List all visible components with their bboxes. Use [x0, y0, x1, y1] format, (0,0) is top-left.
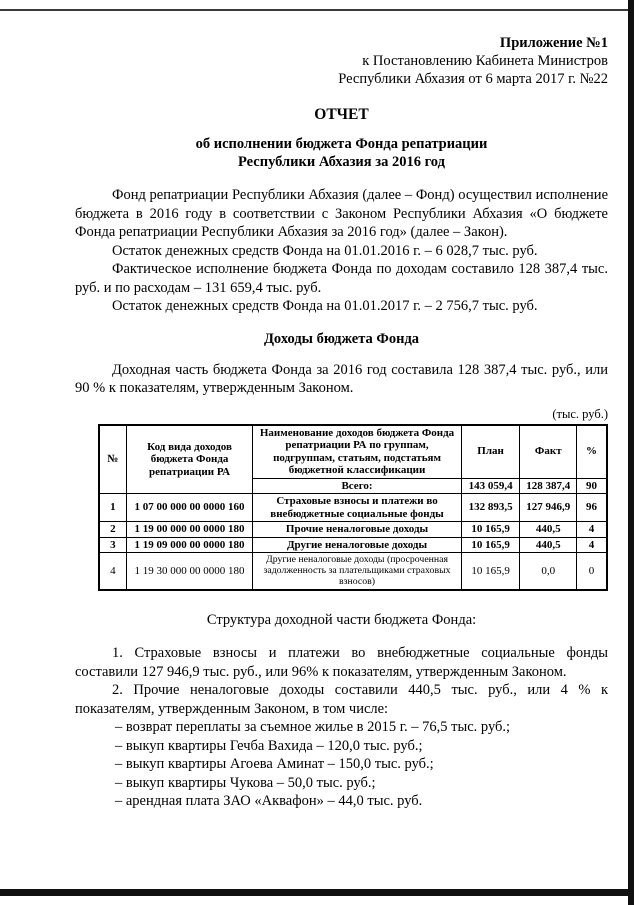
table-header-row	[99, 425, 607, 479]
cell-name: Другие неналоговые доходы (просроченная задолженность за плательщиками страховых взносов)	[253, 553, 461, 591]
table-row	[99, 494, 607, 522]
total-percent: 90	[577, 478, 607, 494]
cell-num: 3	[99, 537, 126, 553]
cell-name: Страховые взносы и платежи во внебюджетные социальные фонды	[253, 494, 461, 522]
cell-name: Прочие неналоговые доходы	[253, 522, 461, 538]
structure-heading: Структура доходной части бюджета Фонда:	[206, 612, 477, 629]
cell-fact: 0,0	[520, 553, 577, 591]
cell-code: 1 19 09 000 00 0000 180	[126, 537, 252, 553]
paragraph: Остаток денежных средств Фонда на 01.01.2016 г. – 6 028,7 тыс. руб.	[112, 242, 538, 259]
col-header-name: Наименование доходов бюджета Фонда репатриации РА по группам, подгруппам, статьям, подстатьям бюджетной классификации	[253, 425, 461, 479]
cell-plan: 10 165,9	[461, 522, 520, 538]
list-item: – выкуп квартиры Агоева Аминат – 150,0 тыс. руб.;	[115, 756, 434, 773]
cell-fact: 440,5	[520, 522, 577, 538]
col-header-percent: %	[577, 425, 607, 479]
report-subtitle-line2: Республики Абхазия за 2016 год	[238, 154, 445, 170]
cell-plan: 132 893,5	[461, 494, 520, 522]
income-section-heading: Доходы бюджета Фонда	[263, 330, 420, 347]
col-header-num: №	[99, 425, 126, 494]
appendix-decree: к Постановлению Кабинета Министров	[362, 53, 608, 69]
total-plan: 143 059,4	[461, 478, 520, 494]
cell-num: 4	[99, 553, 126, 591]
col-header-code: Код вида доходов бюджета Фонда репатриации РА	[126, 425, 252, 494]
table-row	[99, 537, 607, 553]
structure-paragraph-2: 2. Прочие неналоговые доходы составили 440,5 тыс. руб., или 4 % к показателям, утвержденным Законом, в том числе:	[75, 682, 608, 717]
cell-plan: 10 165,9	[461, 553, 520, 591]
appendix-block	[75, 34, 608, 88]
appendix-number: Приложение №1	[499, 35, 608, 51]
table-row	[99, 553, 607, 591]
table-row	[99, 522, 607, 538]
cell-name: Другие неналоговые доходы	[253, 537, 461, 553]
list-item: – возврат переплаты за съемное жилье в 2015 г. – 76,5 тыс. руб.;	[115, 719, 511, 736]
units-note: (тыс. руб.)	[552, 406, 608, 421]
paragraph: Фонд репатриации Республики Абхазия (далее – Фонд) осуществил исполнение бюджета в 2016 году в соответствии с Законом Республики Абхазия «О бюджете Фонда репатриации Республики Абхазия за 2016 год» (далее – Закон).	[75, 187, 608, 240]
cell-code: 1 19 00 000 00 0000 180	[126, 522, 252, 538]
cell-num: 2	[99, 522, 126, 538]
cell-fact: 440,5	[520, 537, 577, 553]
report-title: ОТЧЕТ	[314, 106, 369, 123]
total-label: Всего:	[253, 478, 461, 494]
structure-list	[115, 718, 608, 811]
total-fact: 128 387,4	[520, 478, 577, 494]
paragraph: Фактическое исполнение бюджета Фонда по доходам составило 128 387,4 тыс. руб. и по расходам – 131 659,4 тыс. руб.	[75, 261, 608, 296]
cell-percent: 96	[577, 494, 607, 522]
list-item: – арендная плата ЗАО «Аквафон» – 44,0 тыс. руб.	[115, 793, 423, 810]
report-subtitle-line1: об исполнении бюджета Фонда репатриации	[195, 136, 488, 152]
paragraph: Остаток денежных средств Фонда на 01.01.2017 г. – 2 756,7 тыс. руб.	[112, 298, 538, 314]
list-item: – выкуп квартиры Гечба Вахида – 120,0 тыс. руб.;	[115, 737, 423, 754]
income-intro-paragraph: Доходная часть бюджета Фонда за 2016 год составила 128 387,4 тыс. руб., или 90 % к показателям, утвержденным Законом.	[75, 361, 608, 396]
list-item: – выкуп квартиры Чукова – 50,0 тыс. руб.;	[115, 774, 376, 791]
cell-fact: 127 946,9	[520, 494, 577, 522]
cell-code: 1 19 30 000 00 0000 180	[126, 553, 252, 591]
income-table	[98, 424, 608, 592]
cell-percent: 4	[577, 537, 607, 553]
cell-plan: 10 165,9	[461, 537, 520, 553]
structure-paragraph-1: 1. Страховые взносы и платежи во внебюджетные социальные фонды составили 127 946,9 тыс. руб., или 96% к показателям, утвержденным Законом.	[75, 645, 608, 680]
cell-percent: 0	[577, 553, 607, 591]
cell-num: 1	[99, 494, 126, 522]
col-header-plan: План	[461, 425, 520, 479]
col-header-fact: Факт	[520, 425, 577, 479]
cell-percent: 4	[577, 522, 607, 538]
cell-code: 1 07 00 000 00 0000 160	[126, 494, 252, 522]
intro-paragraphs	[75, 186, 608, 316]
appendix-date: Республики Абхазия от 6 марта 2017 г. №22	[338, 71, 608, 87]
report-subtitle	[75, 135, 608, 171]
